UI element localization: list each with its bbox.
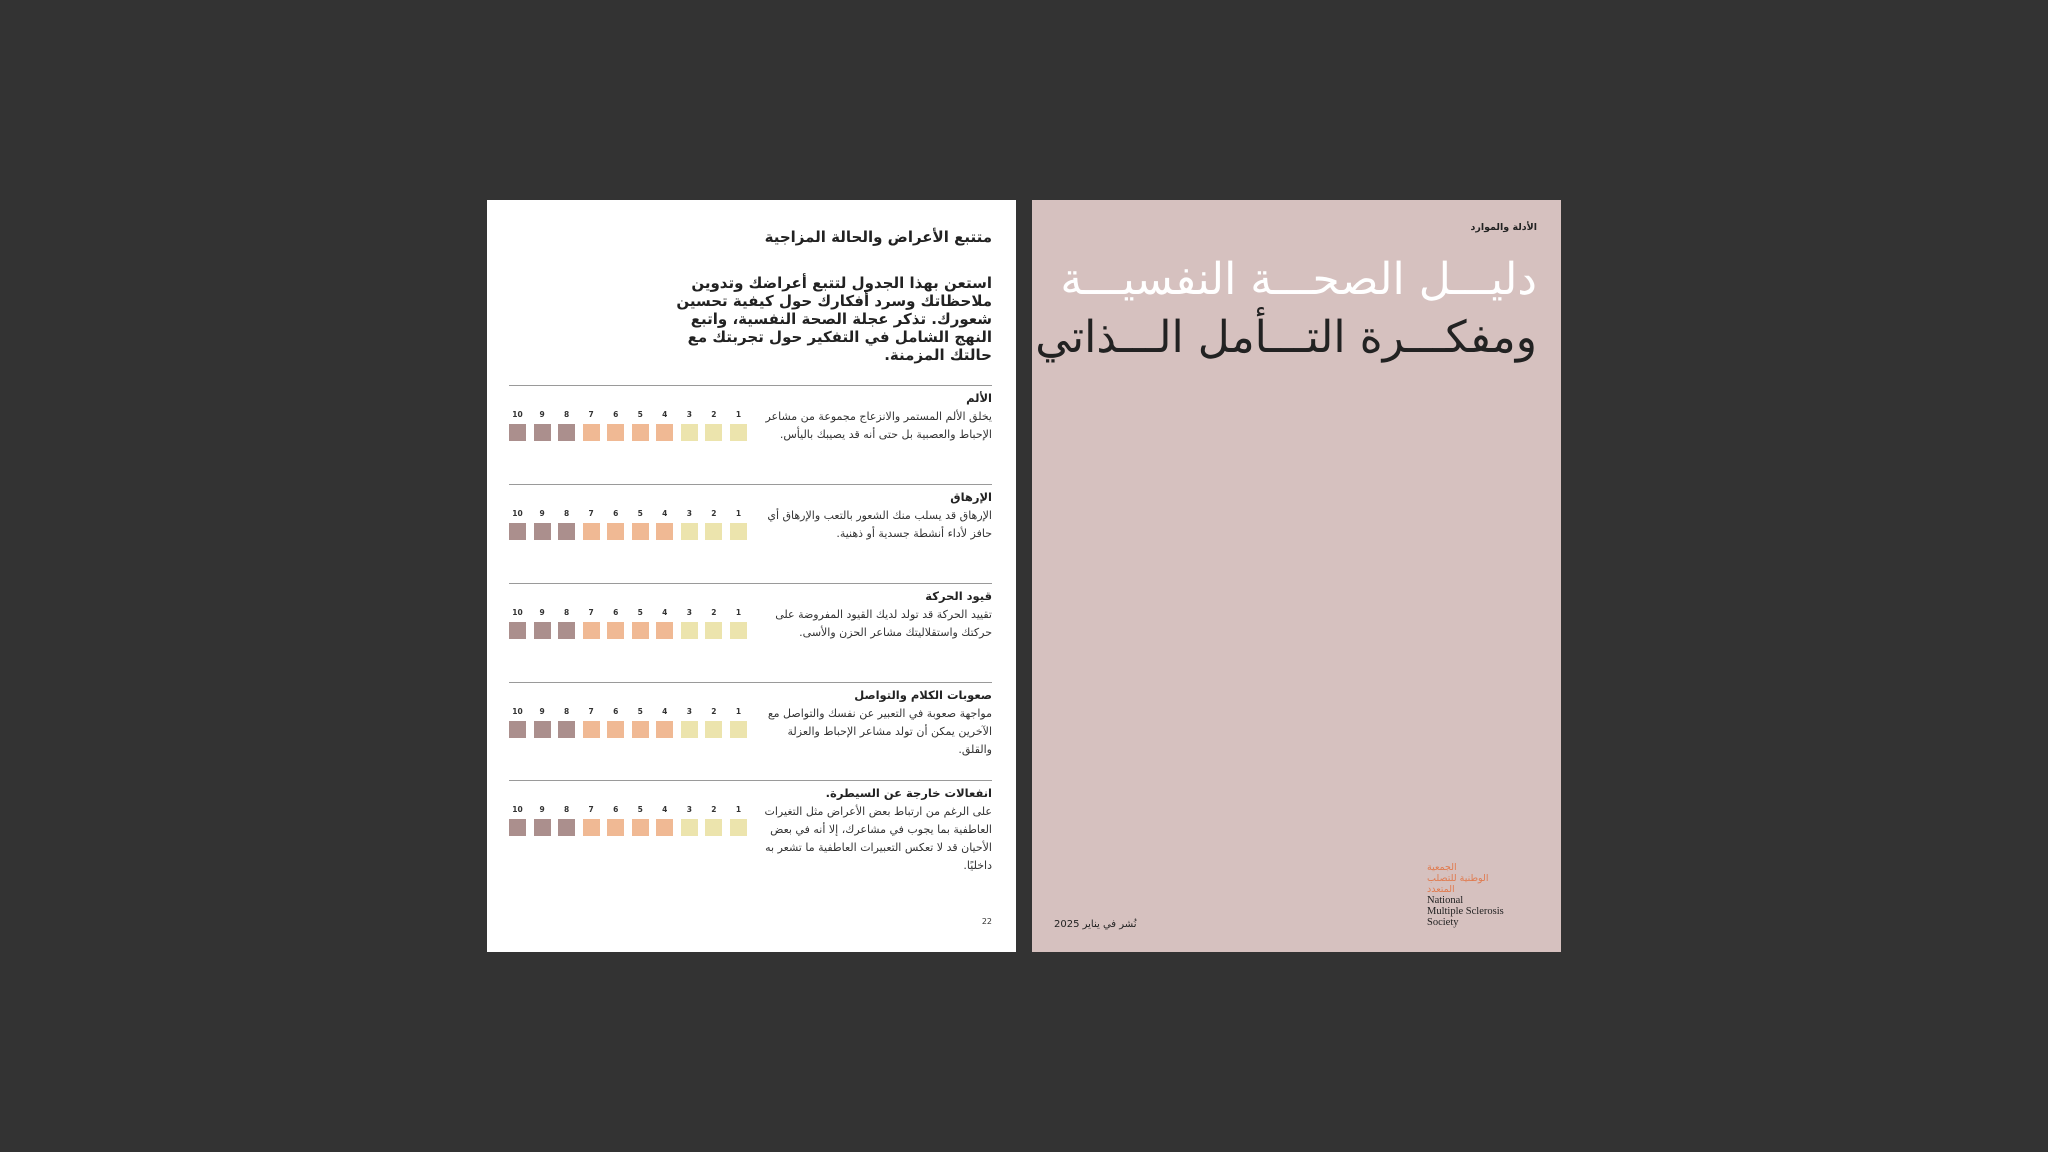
scale-numbers bbox=[509, 509, 747, 518]
scale-number: 4 bbox=[662, 707, 668, 716]
scale-boxes bbox=[509, 424, 747, 441]
tracker-page bbox=[487, 200, 1016, 952]
intro-paragraph: استعن بهذا الجدول لتتبع أعراضك وتدوين ملاحظاتك وسرد أفكارك حول كيفية تحسين شعورك. تذكر عجلة الصحة النفسية، واتبع النهج الشامل في التفكير حول تجربتك مع حالتك المزمنة. bbox=[676, 274, 992, 364]
cover-title-line-1: دليـــل الصحـــة النفسيـــة bbox=[1060, 254, 1537, 305]
rating-box-3[interactable] bbox=[681, 424, 698, 441]
rating-box-4[interactable] bbox=[656, 622, 673, 639]
page-title: متتبع الأعراض والحالة المزاجية bbox=[764, 228, 992, 246]
scale-number: 9 bbox=[539, 410, 545, 419]
rating-box-8[interactable] bbox=[558, 424, 575, 441]
scale-number: 1 bbox=[735, 805, 742, 814]
scale-number: 7 bbox=[588, 805, 594, 814]
symptom-title: صعوبات الكلام والتواصل bbox=[854, 688, 992, 702]
scale-number: 1 bbox=[735, 410, 742, 419]
rating-box-3[interactable] bbox=[681, 622, 698, 639]
scale-boxes bbox=[509, 819, 747, 836]
symptom-description: مواجهة صعوبة في التعبير عن نفسك والتواصل مع الآخرين يمكن أن تولد مشاعر الإحباط والعزلة والقلق. bbox=[767, 707, 992, 756]
rating-scale bbox=[509, 410, 747, 441]
symptom-title: الألم bbox=[966, 391, 992, 405]
rating-box-6[interactable] bbox=[607, 622, 624, 639]
symptom-section bbox=[509, 780, 992, 891]
rating-box-9[interactable] bbox=[534, 819, 551, 836]
scale-number: 2 bbox=[711, 509, 717, 518]
rating-box-2[interactable] bbox=[705, 721, 722, 738]
scale-number: 3 bbox=[686, 509, 692, 518]
rating-box-3[interactable] bbox=[681, 819, 698, 836]
scale-number: 6 bbox=[613, 410, 619, 419]
rating-box-9[interactable] bbox=[534, 523, 551, 540]
rating-box-10[interactable] bbox=[509, 523, 526, 540]
page-number: 22 bbox=[981, 917, 992, 926]
rating-box-1[interactable] bbox=[730, 424, 747, 441]
symptom-section bbox=[509, 484, 992, 581]
rating-box-5[interactable] bbox=[632, 424, 649, 441]
scale-number: 3 bbox=[686, 608, 692, 617]
rating-box-7[interactable] bbox=[583, 819, 600, 836]
scale-number: 9 bbox=[539, 805, 545, 814]
rating-box-2[interactable] bbox=[705, 523, 722, 540]
symptom-description: تقييد الحركة قد تولد لديك القيود المفروضة على حركتك واستقلاليتك مشاعر الحزن والأسى. bbox=[775, 608, 992, 639]
rating-box-1[interactable] bbox=[730, 523, 747, 540]
scale-number: 5 bbox=[637, 608, 643, 617]
logo-arabic-line: الجمعية bbox=[1427, 862, 1457, 873]
rating-scale bbox=[509, 707, 747, 738]
rating-box-7[interactable] bbox=[583, 622, 600, 639]
rating-box-9[interactable] bbox=[534, 424, 551, 441]
scale-number: 6 bbox=[613, 707, 619, 716]
logo-english-line: Society bbox=[1427, 917, 1459, 928]
scale-number: 7 bbox=[588, 509, 594, 518]
rating-box-8[interactable] bbox=[558, 523, 575, 540]
rating-box-7[interactable] bbox=[583, 424, 600, 441]
scale-boxes bbox=[509, 523, 747, 540]
cover-page bbox=[1032, 200, 1561, 952]
scale-number: 4 bbox=[662, 410, 668, 419]
rating-box-8[interactable] bbox=[558, 622, 575, 639]
logo-arabic-line: المتعدد bbox=[1427, 884, 1455, 895]
scale-number: 8 bbox=[563, 707, 570, 716]
rating-box-5[interactable] bbox=[632, 721, 649, 738]
rating-box-6[interactable] bbox=[607, 523, 624, 540]
rating-box-9[interactable] bbox=[534, 622, 551, 639]
rating-box-10[interactable] bbox=[509, 424, 526, 441]
rating-box-2[interactable] bbox=[705, 819, 722, 836]
rating-box-2[interactable] bbox=[705, 424, 722, 441]
scale-number: 4 bbox=[662, 608, 668, 617]
scale-number: 3 bbox=[686, 805, 692, 814]
symptom-section bbox=[509, 682, 992, 779]
scale-numbers bbox=[509, 707, 747, 716]
rating-box-4[interactable] bbox=[656, 523, 673, 540]
scale-number: 3 bbox=[686, 707, 692, 716]
rating-box-4[interactable] bbox=[656, 721, 673, 738]
rating-box-5[interactable] bbox=[632, 819, 649, 836]
symptom-title: الإرهاق bbox=[950, 490, 992, 504]
scale-number: 6 bbox=[613, 805, 619, 814]
rating-box-3[interactable] bbox=[681, 721, 698, 738]
scale-number: 8 bbox=[563, 805, 570, 814]
scale-number: 7 bbox=[588, 707, 594, 716]
scale-boxes bbox=[509, 622, 747, 639]
scale-number: 8 bbox=[563, 608, 570, 617]
symptom-section bbox=[509, 583, 992, 680]
rating-box-1[interactable] bbox=[730, 622, 747, 639]
scale-number: 9 bbox=[539, 707, 545, 716]
rating-box-5[interactable] bbox=[632, 523, 649, 540]
nmss-logo bbox=[1427, 862, 1537, 928]
rating-box-10[interactable] bbox=[509, 622, 526, 639]
rating-scale bbox=[509, 805, 747, 836]
scale-number: 2 bbox=[711, 608, 717, 617]
rating-box-6[interactable] bbox=[607, 721, 624, 738]
rating-box-1[interactable] bbox=[730, 819, 747, 836]
logo-arabic-line: الوطنية للتصلب bbox=[1427, 873, 1489, 884]
scale-number: 1 bbox=[735, 509, 742, 518]
scale-number: 10 bbox=[512, 608, 523, 617]
scale-number: 10 bbox=[512, 805, 523, 814]
rating-box-4[interactable] bbox=[656, 819, 673, 836]
scale-number: 2 bbox=[711, 707, 717, 716]
rating-box-10[interactable] bbox=[509, 721, 526, 738]
scale-number: 10 bbox=[512, 410, 523, 419]
logo-english-line: Multiple Sclerosis bbox=[1427, 906, 1504, 917]
scale-number: 6 bbox=[613, 509, 619, 518]
scale-number: 4 bbox=[662, 805, 668, 814]
symptom-title: قيود الحركة bbox=[925, 589, 992, 603]
scale-number: 8 bbox=[563, 410, 570, 419]
symptom-description: الإرهاق قد يسلب منك الشعور بالتعب والإرهاق أي حافز لأداء أنشطة جسدية أو ذهنية. bbox=[767, 509, 992, 540]
scale-boxes bbox=[509, 721, 747, 738]
rating-box-3[interactable] bbox=[681, 523, 698, 540]
scale-number: 1 bbox=[735, 707, 742, 716]
scale-number: 4 bbox=[662, 509, 668, 518]
rating-box-2[interactable] bbox=[705, 622, 722, 639]
rating-box-4[interactable] bbox=[656, 424, 673, 441]
symptom-section bbox=[509, 385, 992, 482]
symptom-description: على الرغم من ارتباط بعض الأعراض مثل التغيرات العاطفية بما يجوب في مشاعرك، إلا أنه في بعض الأحيان قد لا تعكس التعبيرات العاطفية ما تشعر به داخليًا. bbox=[764, 805, 992, 872]
scale-numbers bbox=[509, 410, 747, 419]
scale-number: 7 bbox=[588, 608, 594, 617]
scale-number: 5 bbox=[637, 805, 643, 814]
rating-scale bbox=[509, 608, 747, 639]
rating-box-6[interactable] bbox=[607, 424, 624, 441]
symptom-description: يخلق الألم المستمر والانزعاج مجموعة من مشاعر الإحباط والعصبية بل حتى أنه قد يصيبك باليأس. bbox=[765, 410, 992, 441]
rating-scale bbox=[509, 509, 747, 540]
rating-box-7[interactable] bbox=[583, 721, 600, 738]
rating-box-8[interactable] bbox=[558, 721, 575, 738]
scale-numbers bbox=[509, 805, 747, 814]
category-label: الأدلة والموارد bbox=[1470, 222, 1537, 233]
rating-box-1[interactable] bbox=[730, 721, 747, 738]
scale-numbers bbox=[509, 608, 747, 617]
scale-number: 10 bbox=[512, 509, 523, 518]
rating-box-7[interactable] bbox=[583, 523, 600, 540]
scale-number: 5 bbox=[637, 707, 643, 716]
scale-number: 1 bbox=[735, 608, 742, 617]
scale-number: 2 bbox=[711, 410, 717, 419]
scale-number: 9 bbox=[539, 509, 545, 518]
cover-title-line-2: ومفكـــرة التـــأمل الـــذاتي bbox=[1035, 312, 1537, 363]
scale-number: 7 bbox=[588, 410, 594, 419]
logo-english-line: National bbox=[1427, 895, 1464, 906]
scale-number: 9 bbox=[539, 608, 545, 617]
scale-number: 5 bbox=[637, 410, 643, 419]
rating-box-9[interactable] bbox=[534, 721, 551, 738]
scale-number: 3 bbox=[686, 410, 692, 419]
scale-number: 10 bbox=[512, 707, 523, 716]
symptom-title: انفعالات خارجة عن السيطرة. bbox=[825, 786, 992, 800]
rating-box-6[interactable] bbox=[607, 819, 624, 836]
scale-number: 8 bbox=[563, 509, 570, 518]
publication-date: نُشر في يناير 2025 bbox=[1054, 919, 1137, 930]
scale-number: 6 bbox=[613, 608, 619, 617]
scale-number: 5 bbox=[637, 509, 643, 518]
rating-box-10[interactable] bbox=[509, 819, 526, 836]
rating-box-5[interactable] bbox=[632, 622, 649, 639]
scale-number: 2 bbox=[711, 805, 717, 814]
rating-box-8[interactable] bbox=[558, 819, 575, 836]
